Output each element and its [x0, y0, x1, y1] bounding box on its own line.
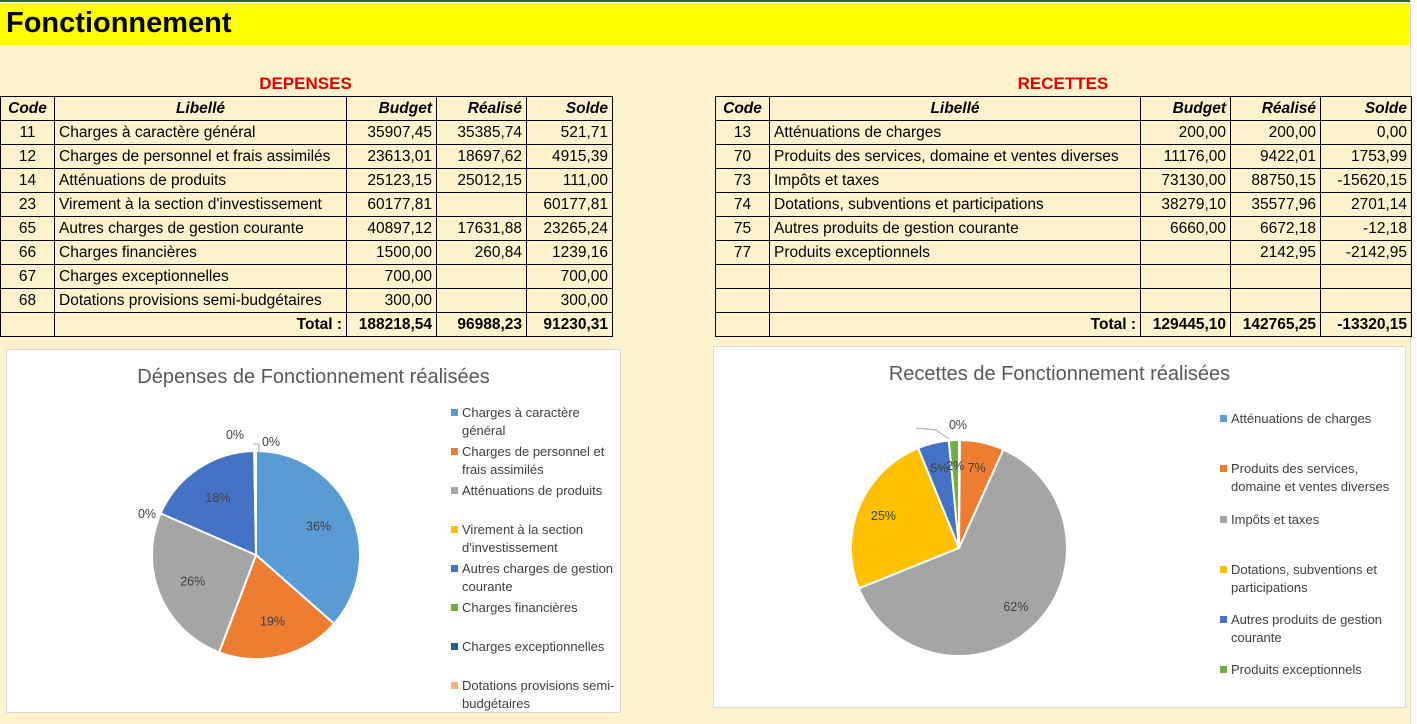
depenses-heading: DEPENSES	[259, 74, 352, 93]
cell-solde[interactable]: 2701,14	[1321, 193, 1412, 217]
depenses-header-row	[1, 97, 613, 121]
legend-item	[451, 443, 621, 479]
legend-item	[1220, 460, 1405, 496]
cell-realise[interactable]: 88750,15	[1231, 169, 1321, 193]
legend-item	[1220, 511, 1405, 529]
depenses-table	[0, 96, 613, 337]
legend-label: Charges de personnel et frais assimilés	[462, 444, 605, 477]
cell-budget[interactable]: 23613,01	[347, 145, 437, 169]
cell-budget[interactable]: 1500,00	[347, 241, 437, 265]
cell-realise[interactable]: 6672,18	[1231, 217, 1321, 241]
cell-realise[interactable]	[437, 289, 527, 313]
total-realise[interactable]: 142765,25	[1231, 313, 1321, 337]
cell-code[interactable]	[716, 289, 770, 313]
legend-swatch	[451, 409, 458, 416]
pie-data-label: 26%	[180, 574, 206, 589]
cell-libelle[interactable]: Charges à caractère général	[55, 121, 347, 145]
table-row	[1, 169, 613, 193]
legend-label: Autres charges de gestion courante	[462, 561, 614, 594]
cell-budget[interactable]: 200,00	[1141, 121, 1231, 145]
pie-data-label: 5%	[930, 461, 949, 476]
cell-realise[interactable]	[1231, 265, 1321, 289]
pie-data-label: 2%	[946, 459, 965, 474]
depenses-table-body	[1, 121, 613, 313]
cell-solde[interactable]: 300,00	[527, 289, 613, 313]
sheet-title: Fonctionnement	[6, 7, 232, 39]
pie-data-label: 0%	[225, 428, 245, 442]
legend-swatch	[1220, 616, 1227, 623]
cell-solde[interactable]: 1753,99	[1321, 145, 1412, 169]
pie-data-label: 25%	[870, 509, 896, 524]
cell-code[interactable]: 67	[1, 265, 55, 289]
recettes-legend	[1220, 410, 1405, 706]
legend-label: Atténuations de produits	[462, 483, 603, 498]
table-row	[1, 121, 613, 145]
table-row	[1, 193, 613, 217]
cell-budget[interactable]	[1141, 241, 1231, 265]
cell-code[interactable]: 65	[1, 217, 55, 241]
header-solde: Solde	[527, 97, 613, 121]
pie-data-label: 19%	[260, 614, 286, 629]
cell-budget[interactable]: 60177,81	[347, 193, 437, 217]
legend-swatch	[451, 526, 458, 533]
cell-libelle[interactable]: Autres produits de gestion courante	[770, 217, 1141, 241]
cell-code[interactable]: 70	[716, 145, 770, 169]
table-row	[716, 289, 1412, 313]
legend-item	[451, 677, 621, 713]
cell-code[interactable]: 13	[716, 121, 770, 145]
cell-solde[interactable]: 4915,39	[527, 145, 613, 169]
depenses-total-row	[1, 313, 613, 337]
cell-solde[interactable]: -15620,15	[1321, 169, 1412, 193]
cell-realise[interactable]	[437, 265, 527, 289]
table-row	[1, 145, 613, 169]
cell-solde[interactable]: 60177,81	[527, 193, 613, 217]
cell-libelle[interactable]: Charges financières	[55, 241, 347, 265]
header-libelle: Libellé	[55, 97, 347, 121]
table-row	[716, 145, 1412, 169]
total-label[interactable]: Total :	[770, 313, 1141, 337]
cell-code[interactable]: 74	[716, 193, 770, 217]
cell-solde[interactable]	[1321, 289, 1412, 313]
legend-swatch	[1220, 666, 1227, 673]
depenses-legend	[451, 404, 621, 710]
cell-budget[interactable]: 25123,15	[347, 169, 437, 193]
legend-swatch	[451, 682, 458, 689]
recettes-table-body	[716, 121, 1412, 313]
legend-label: Impôts et taxes	[1231, 512, 1320, 527]
table-row	[716, 241, 1412, 265]
legend-label: Autres produits de gestion courante	[1231, 612, 1383, 645]
legend-swatch	[1220, 566, 1227, 573]
legend-label: Produits exceptionnels	[1231, 662, 1362, 677]
cell-code[interactable]	[716, 265, 770, 289]
total-label[interactable]: Total :	[55, 313, 347, 337]
cell-code[interactable]: 75	[716, 217, 770, 241]
legend-swatch	[1220, 415, 1227, 422]
sheet-top-border	[0, 0, 1417, 2]
cell-solde[interactable]: 111,00	[527, 169, 613, 193]
total-budget[interactable]: 129445,10	[1141, 313, 1231, 337]
legend-item	[451, 482, 621, 500]
table-row	[1, 265, 613, 289]
header-budget: Budget	[1141, 97, 1231, 121]
legend-item	[1220, 661, 1405, 679]
header-libelle: Libellé	[770, 97, 1141, 121]
legend-label: Atténuations de charges	[1231, 411, 1372, 426]
header-code: Code	[716, 97, 770, 121]
table-row	[1, 289, 613, 313]
legend-label: Charges exceptionnelles	[462, 639, 605, 654]
cell-libelle[interactable]: Atténuations de produits	[55, 169, 347, 193]
cell-code[interactable]: 77	[716, 241, 770, 265]
cell-libelle[interactable]: Produits des services, domaine et ventes diverses	[770, 145, 1141, 169]
total-solde[interactable]: -13320,15	[1321, 313, 1412, 337]
table-row	[1, 217, 613, 241]
cell-realise[interactable]: 17631,88	[437, 217, 527, 241]
recettes-total-row	[716, 313, 1412, 337]
leader-line	[916, 428, 949, 439]
cell-realise[interactable]: 260,84	[437, 241, 527, 265]
table-row	[716, 169, 1412, 193]
cell-budget[interactable]: 38279,10	[1141, 193, 1231, 217]
cell-solde[interactable]: -12,18	[1321, 217, 1412, 241]
cell-realise[interactable]: 18697,62	[437, 145, 527, 169]
pie-data-label: 62%	[1003, 600, 1029, 615]
total-realise[interactable]: 96988,23	[437, 313, 527, 337]
cell-solde[interactable]: 1239,16	[527, 241, 613, 265]
cell-budget[interactable]: 700,00	[347, 265, 437, 289]
pie-data-label: 0%	[261, 435, 281, 449]
cell-realise[interactable]	[1231, 289, 1321, 313]
legend-item	[451, 521, 621, 557]
pie-data-label: 0%	[137, 507, 157, 521]
legend-item	[451, 638, 621, 656]
header-realise: Réalisé	[1231, 97, 1321, 121]
recettes-heading: RECETTES	[1017, 74, 1109, 93]
cell-libelle[interactable]: Dotations provisions semi-budgétaires	[55, 289, 347, 313]
cell-solde[interactable]: -2142,95	[1321, 241, 1412, 265]
cell-realise[interactable]: 2142,95	[1231, 241, 1321, 265]
cell-solde[interactable]	[1321, 265, 1412, 289]
cell-code[interactable]: 12	[1, 145, 55, 169]
table-row	[716, 265, 1412, 289]
total-empty-cell[interactable]	[716, 313, 770, 337]
legend-item	[451, 599, 621, 617]
legend-label: Dotations provisions semi-budgétaires	[462, 678, 615, 711]
legend-item	[451, 404, 621, 440]
cell-libelle[interactable]: Charges exceptionnelles	[55, 265, 347, 289]
cell-budget[interactable]: 6660,00	[1141, 217, 1231, 241]
cell-libelle[interactable]: Atténuations de charges	[770, 121, 1141, 145]
legend-swatch	[451, 565, 458, 572]
cell-libelle[interactable]: Dotations, subventions et participations	[770, 193, 1141, 217]
cell-realise[interactable]	[437, 193, 527, 217]
cell-libelle[interactable]	[770, 289, 1141, 313]
header-realise: Réalisé	[437, 97, 527, 121]
cell-realise[interactable]: 200,00	[1231, 121, 1321, 145]
pie-data-label: 7%	[967, 460, 986, 475]
total-solde[interactable]: 91230,31	[527, 313, 613, 337]
cell-code[interactable]: 23	[1, 193, 55, 217]
total-budget[interactable]: 188218,54	[347, 313, 437, 337]
legend-swatch	[451, 448, 458, 455]
total-empty-cell[interactable]	[1, 313, 55, 337]
cell-code[interactable]: 73	[716, 169, 770, 193]
cell-budget[interactable]: 40897,12	[347, 217, 437, 241]
cell-budget[interactable]: 35907,45	[347, 121, 437, 145]
cell-solde[interactable]: 23265,24	[527, 217, 613, 241]
pie-data-label: 0%	[948, 418, 968, 432]
legend-swatch	[451, 487, 458, 494]
legend-label: Charges à caractère général	[462, 405, 580, 438]
cell-solde[interactable]: 521,71	[527, 121, 613, 145]
cell-budget[interactable]: 73130,00	[1141, 169, 1231, 193]
table-row	[716, 121, 1412, 145]
cell-realise[interactable]: 35385,74	[437, 121, 527, 145]
cell-realise[interactable]: 35577,96	[1231, 193, 1321, 217]
cell-libelle[interactable]: Impôts et taxes	[770, 169, 1141, 193]
pie-data-label: 18%	[205, 490, 231, 505]
cell-budget[interactable]: 11176,00	[1141, 145, 1231, 169]
legend-label: Produits des services, domaine et ventes diverses	[1231, 461, 1390, 494]
legend-swatch	[451, 643, 458, 650]
cell-libelle[interactable]: Produits exceptionnels	[770, 241, 1141, 265]
legend-label: Virement à la section d'investissement	[462, 522, 584, 555]
cell-solde[interactable]: 700,00	[527, 265, 613, 289]
cell-code[interactable]: 11	[1, 121, 55, 145]
cell-code[interactable]: 66	[1, 241, 55, 265]
cell-libelle[interactable]: Virement à la section d'investissement	[55, 193, 347, 217]
cell-budget[interactable]: 300,00	[347, 289, 437, 313]
header-budget: Budget	[347, 97, 437, 121]
cell-budget[interactable]	[1141, 289, 1231, 313]
table-row	[1, 241, 613, 265]
table-row	[716, 217, 1412, 241]
cell-budget[interactable]	[1141, 265, 1231, 289]
title-band	[0, 3, 1409, 45]
cell-realise[interactable]: 25012,15	[437, 169, 527, 193]
recettes-table	[715, 96, 1412, 337]
legend-item	[1220, 611, 1405, 647]
legend-item	[1220, 561, 1405, 597]
chart-title: Dépenses de Fonctionnement réalisées	[137, 366, 490, 388]
legend-item	[1220, 410, 1405, 428]
legend-label: Dotations, subventions et participations	[1231, 562, 1377, 595]
chart-title: Recettes de Fonctionnement réalisées	[888, 363, 1231, 385]
cell-realise[interactable]: 9422,01	[1231, 145, 1321, 169]
recettes-header-row	[716, 97, 1412, 121]
legend-label: Charges financières	[462, 600, 578, 615]
legend-swatch	[451, 604, 458, 611]
header-code: Code	[1, 97, 55, 121]
cell-libelle[interactable]: Charges de personnel et frais assimilés	[55, 145, 347, 169]
legend-swatch	[1220, 516, 1227, 523]
cell-libelle[interactable]	[770, 265, 1141, 289]
depenses-pie-chart[interactable]	[6, 349, 621, 713]
pie-data-label: 36%	[306, 519, 332, 534]
table-row	[716, 193, 1412, 217]
cell-solde[interactable]: 0,00	[1321, 121, 1412, 145]
cell-code[interactable]: 14	[1, 169, 55, 193]
cell-libelle[interactable]: Autres charges de gestion courante	[55, 217, 347, 241]
legend-item	[451, 560, 621, 596]
legend-swatch	[1220, 465, 1227, 472]
header-solde: Solde	[1321, 97, 1412, 121]
cell-code[interactable]: 68	[1, 289, 55, 313]
recettes-pie-chart[interactable]	[713, 346, 1406, 708]
